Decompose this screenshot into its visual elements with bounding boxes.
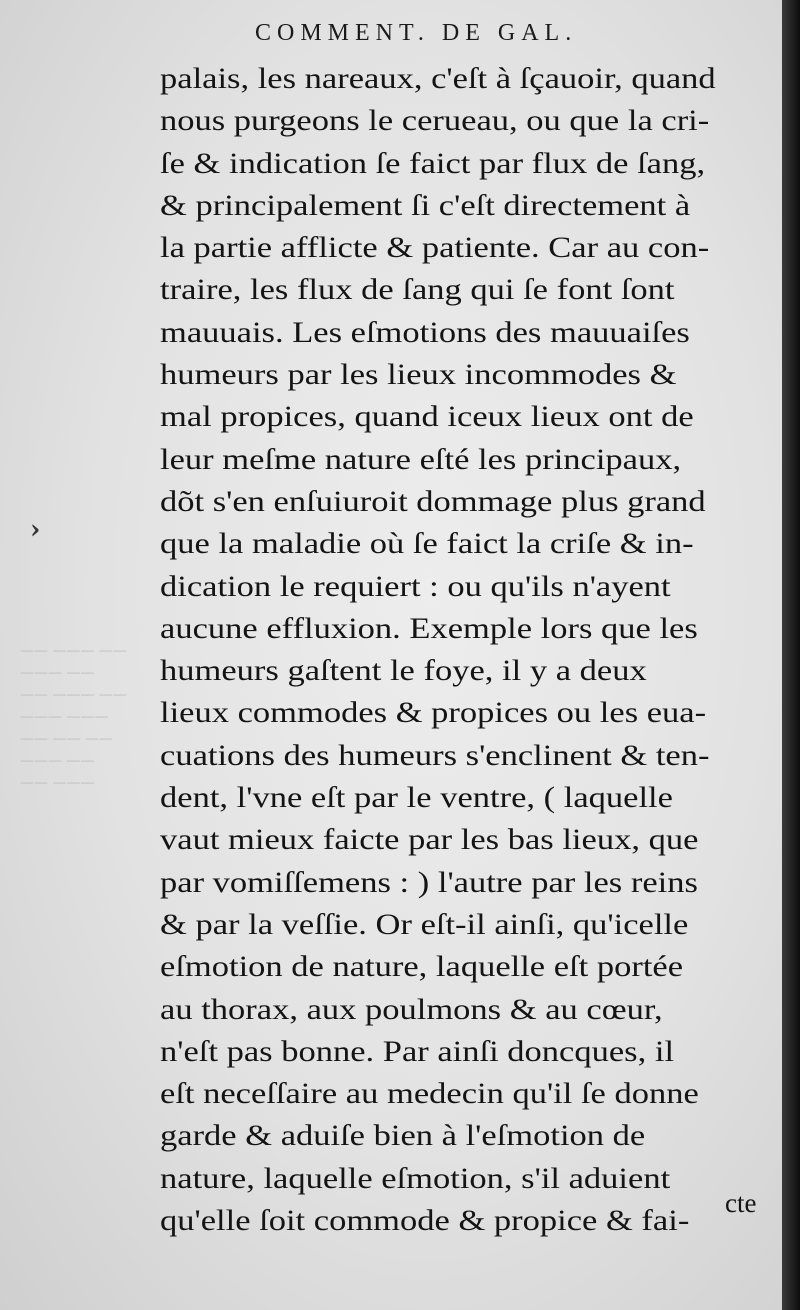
- text-line: dõt s'en enſuiuroit dommage plus grand: [160, 484, 706, 518]
- margin-mark: ›: [30, 515, 41, 545]
- text-line: nature, laquelle eſmotion, s'il aduient: [160, 1161, 671, 1195]
- show-through-text: —— ——— —— ——— —— —— ——— —— ——— ——— —— —— —— ——— —— —— ———: [20, 643, 127, 791]
- text-line: eſmotion de nature, laquelle eſt portée: [160, 950, 684, 984]
- text-line: dent, l'vne eſt par le ventre, ( laquelle: [160, 781, 673, 815]
- text-line: & principalement ſi c'eſt directement à: [160, 188, 691, 222]
- book-gutter: [782, 0, 800, 1310]
- text-line: leur meſme nature eſté les principaux,: [160, 442, 682, 476]
- body-text: [160, 58, 770, 1242]
- text-line: dication le requiert : ou qu'ils n'ayent: [160, 569, 671, 603]
- text-line: mal propices, quand iceux lieux ont de: [160, 400, 694, 434]
- running-title: COMMENT. DE GAL.: [255, 20, 578, 46]
- text-line: palais, les nareaux, c'eſt à ſçauoir, quand: [160, 62, 716, 95]
- text-line: lieux commodes & propices ou les eua-: [160, 696, 707, 730]
- catchword: cte: [725, 1188, 757, 1218]
- text-line: garde & aduiſe bien à l'eſmotion de: [160, 1119, 646, 1153]
- text-line: humeurs gaſtent le foye, il y a deux: [160, 654, 647, 688]
- text-line: & par la veſſie. Or eſt-il ainſi, qu'icelle: [160, 907, 689, 941]
- text-line: eſt neceſſaire au medecin qu'il ſe donne: [160, 1077, 699, 1111]
- text-line: nous purgeons le cerueau, ou que la cri-: [160, 104, 710, 138]
- text-line: que la maladie où ſe faict la criſe & in-: [160, 527, 694, 561]
- text-line: aucune effluxion. Exemple lors que les: [160, 611, 698, 645]
- text-line: qu'elle ſoit commode & propice & fai-: [160, 1204, 690, 1238]
- text-line: vaut mieux faicte par les bas lieux, que: [160, 823, 699, 857]
- text-line: humeurs par les lieux incommodes &: [160, 358, 677, 392]
- text-line: n'eſt pas bonne. Par ainſi doncques, il: [160, 1034, 675, 1068]
- text-line: mauuais. Les eſmotions des mauuaiſes: [160, 315, 690, 349]
- text-line: par vomiſſemens : ) l'autre par les reins: [160, 865, 698, 899]
- text-line: traire, les flux de ſang qui ſe font ſont: [160, 273, 675, 307]
- text-line: cuations des humeurs s'enclinent & ten-: [160, 738, 710, 772]
- text-line: la partie afflicte & patiente. Car au con-: [160, 231, 710, 265]
- text-line: au thorax, aux poulmons & au cœur,: [160, 992, 663, 1026]
- text-line: ſe & indication ſe faict par flux de ſang,: [160, 146, 706, 180]
